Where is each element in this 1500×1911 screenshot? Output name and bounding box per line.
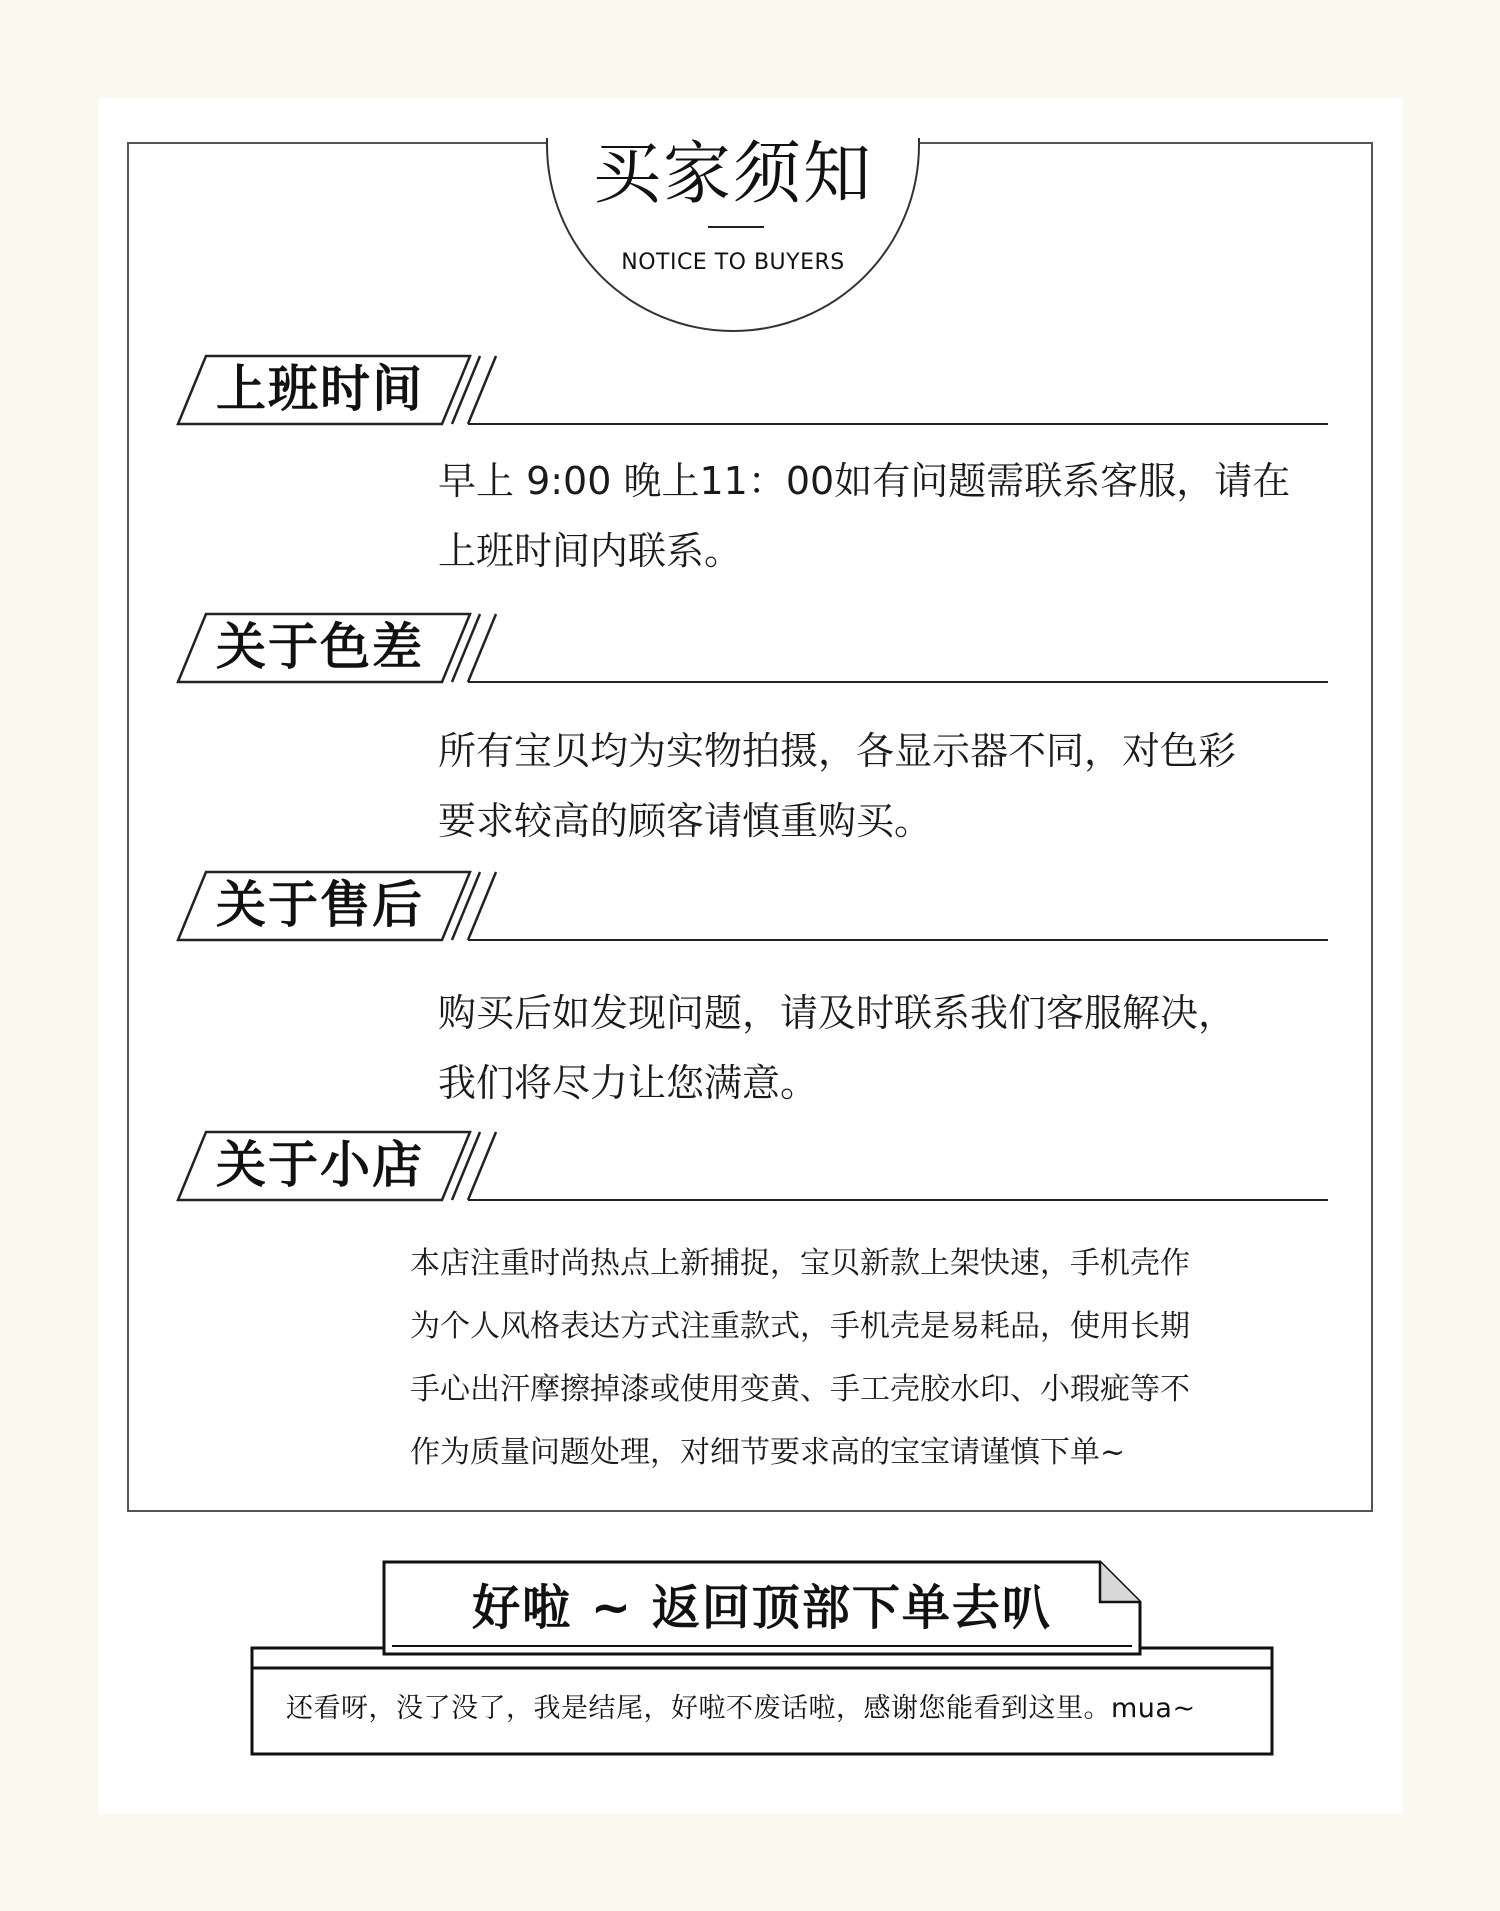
body-line: 早上 9:00 晚上11：00如有问题需联系客服，请在 bbox=[438, 459, 1291, 503]
section-body-work-hours bbox=[438, 446, 1348, 586]
section-heading-color-difference bbox=[178, 610, 1328, 686]
section-body-color-difference bbox=[438, 716, 1348, 856]
body-line: 手心出汗摩擦掉漆或使用变黄、手工壳胶水印、小瑕疵等不 bbox=[410, 1372, 1190, 1407]
section-title: 关于色差 bbox=[216, 618, 424, 676]
section-heading-after-sales bbox=[178, 868, 1328, 944]
page-title: 买家须知 bbox=[592, 135, 873, 214]
page-subtitle: NOTICE TO BUYERS bbox=[621, 250, 845, 275]
body-line: 本店注重时尚热点上新捕捉，宝贝新款上架快速，手机壳作 bbox=[410, 1246, 1190, 1281]
body-line: 购买后如发现问题，请及时联系我们客服解决， bbox=[438, 991, 1237, 1035]
body-line: 上班时间内联系。 bbox=[438, 529, 743, 573]
section-title: 关于售后 bbox=[216, 876, 424, 934]
body-line: 作为质量问题处理，对细节要求高的宝宝请谨慎下单~ bbox=[410, 1435, 1126, 1470]
body-line: 要求较高的顾客请慎重购买。 bbox=[438, 799, 933, 843]
footer-note-box bbox=[250, 1646, 1274, 1756]
header-divider bbox=[708, 226, 764, 228]
section-body-after-sales bbox=[438, 978, 1348, 1118]
body-line: 为个人风格表达方式注重款式，手机壳是易耗品，使用长期 bbox=[410, 1309, 1190, 1344]
back-to-top-label: 好啦 ~ 返回顶部下单去叭 bbox=[472, 1580, 1052, 1636]
section-body-about-shop bbox=[410, 1232, 1330, 1484]
body-line: 我们将尽力让您满意。 bbox=[438, 1061, 819, 1105]
section-title: 关于小店 bbox=[216, 1136, 424, 1194]
back-to-top-button[interactable] bbox=[382, 1560, 1142, 1656]
section-heading-work-hours bbox=[178, 352, 1328, 428]
section-title: 上班时间 bbox=[216, 360, 424, 418]
body-line: 所有宝贝均为实物拍摄，各显示器不同，对色彩 bbox=[438, 729, 1237, 773]
section-heading-about-shop bbox=[178, 1128, 1328, 1204]
footer-note: 还看呀，没了没了，我是结尾，好啦不废话啦，感谢您能看到这里。mua~ bbox=[286, 1693, 1196, 1724]
